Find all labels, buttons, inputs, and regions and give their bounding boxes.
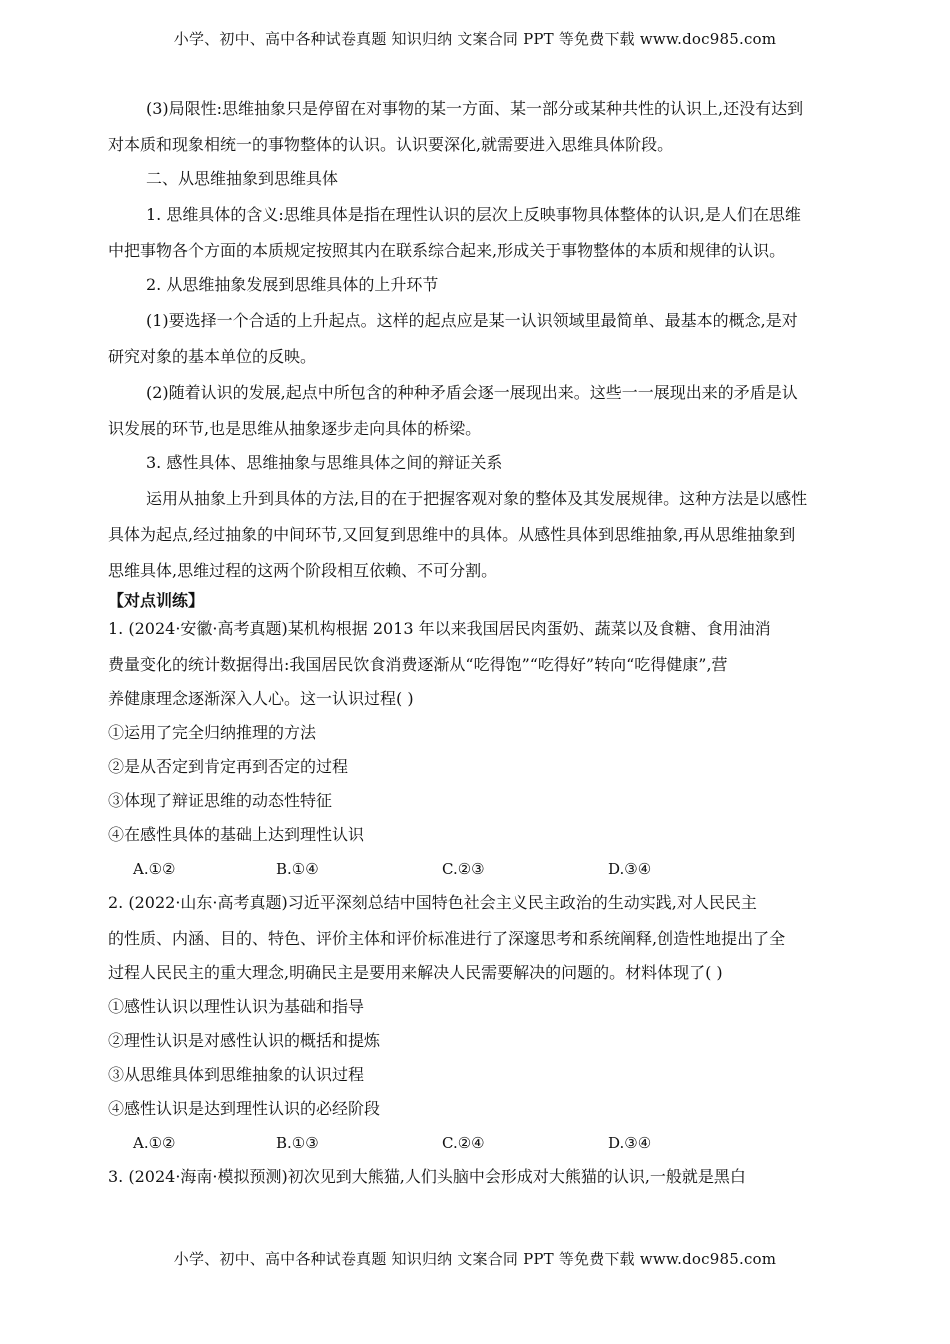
paragraph-method-line2: 具体为起点,经过抽象的中间环节,又回复到思维中的具体。从感性具体到思维抽象,再从思维抽象到 [108,525,796,544]
q2-statement-2: ②理性认识是对感性认识的概括和提炼 [108,1031,381,1050]
q2-statement-3: ③从思维具体到思维抽象的认识过程 [108,1065,365,1084]
q3-stem-line1: 3. (2024·海南·模拟预测)初次见到大熊猫,人们头脑中会形成对大熊猫的认识,一般就是黑白 [108,1167,746,1186]
q2-stem-line3: 过程人民民主的重大理念,明确民主是要用来解决人民需要解决的问题的。材料体现了( ) [108,963,723,982]
paragraph-limitation-line2: 对本质和现象相统一的事物整体的认识。认识要深化,就需要进入思维具体阶段。 [108,135,674,154]
q2-stem-line2: 的性质、内涵、目的、特色、评价主体和评价标准进行了深邃思考和系统阐释,创造性地提出了全 [108,929,786,948]
q1-stem-line1: 1. (2024·安徽·高考真题)某机构根据 2013 年以来我国居民肉蛋奶、蔬菜以及食糖、食用油消 [108,619,771,638]
q1-statement-4: ④在感性具体的基础上达到理性认识 [108,825,365,844]
q2-option-b[interactable]: B.①③ [276,1134,319,1152]
q1-options [108,858,843,880]
paragraph-ascent-heading: 2. 从思维抽象发展到思维具体的上升环节 [146,275,439,294]
paragraph-dialectic-heading: 3. 感性具体、思维抽象与思维具体之间的辩证关系 [146,453,503,472]
q2-statement-1: ①感性认识以理性认识为基础和指导 [108,997,365,1016]
document-body [108,98,843,1188]
section-heading-2: 二、从思维抽象到思维具体 [146,169,339,188]
section-title-training: 【对点训练】 [108,591,205,610]
q1-statement-2: ②是从否定到肯定再到否定的过程 [108,757,349,776]
paragraph-start-line2: 研究对象的基本单位的反映。 [108,347,317,366]
q2-stem-line1: 2. (2022·山东·高考真题)习近平深刻总结中国特色社会主义民主政治的生动实践,对人民民主 [108,893,757,912]
q1-option-b[interactable]: B.①④ [276,860,319,878]
paragraph-method-line1: 运用从抽象上升到具体的方法,目的在于把握客观对象的整体及其发展规律。这种方法是以感性 [146,489,808,508]
paragraph-development-line2: 识发展的环节,也是思维从抽象逐步走向具体的桥梁。 [108,419,482,438]
paragraph-limitation-line1: (3)局限性:思维抽象只是停留在对事物的某一方面、某一部分或某种共性的认识上,还没有达到 [146,99,804,118]
q1-option-a[interactable]: A.①② [133,860,176,878]
q1-option-d[interactable]: D.③④ [608,860,652,878]
q1-statement-1: ①运用了完全归纳推理的方法 [108,723,317,742]
q2-statement-4: ④感性认识是达到理性认识的必经阶段 [108,1099,381,1118]
q1-statement-3: ③体现了辩证思维的动态性特征 [108,791,333,810]
q1-option-c[interactable]: C.②③ [442,860,485,878]
page-footer: 小学、初中、高中各种试卷真题 知识归纳 文案合同 PPT 等免费下载 www.doc985.com [173,1250,777,1268]
paragraph-start-line1: (1)要选择一个合适的上升起点。这样的起点应是某一认识领域里最简单、最基本的概念,是对 [146,311,798,330]
q2-option-a[interactable]: A.①② [133,1134,176,1152]
q2-option-c[interactable]: C.②④ [442,1134,485,1152]
page-header: 小学、初中、高中各种试卷真题 知识归纳 文案合同 PPT 等免费下载 www.doc985.com [173,30,777,48]
q2-option-d[interactable]: D.③④ [608,1134,652,1152]
paragraph-method-line3: 思维具体,思维过程的这两个阶段相互依赖、不可分割。 [108,561,498,580]
paragraph-concrete-line1: 1. 思维具体的含义:思维具体是指在理性认识的层次上反映事物具体整体的认识,是人们在思维 [146,205,801,224]
paragraph-development-line1: (2)随着认识的发展,起点中所包含的种种矛盾会逐一展现出来。这些一一展现出来的矛盾是认 [146,383,798,402]
paragraph-concrete-line2: 中把事物各个方面的本质规定按照其内在联系综合起来,形成关于事物整体的本质和规律的认识。 [108,241,786,260]
q1-stem-line3: 养健康理念逐渐深入人心。这一认识过程( ) [108,689,414,708]
q2-options [108,1132,843,1154]
q1-stem-line2: 费量变化的统计数据得出:我国居民饮食消费逐渐从“吃得饱”“吃得好”转向“吃得健康”,营 [108,655,728,674]
